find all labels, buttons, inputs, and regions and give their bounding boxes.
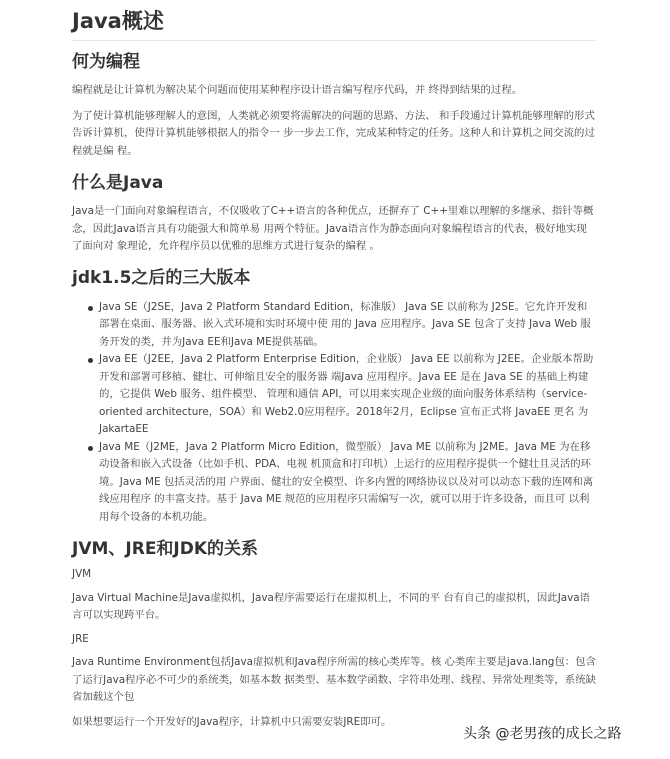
heading-three-editions: jdk1.5之后的三大版本 bbox=[72, 267, 251, 288]
paragraph-jre: Java Runtime Environment包括Java虚拟机和Java程序所需的核心类库等。核 心类库主要是java.lang包：包含了运行Java程序必不可少的系统类，如基本数 据类型、基本数学函数、字符串处理、线程、异常处理类等，系统缺省加载这个包 bbox=[72, 656, 596, 703]
paragraph-programming-definition: 编程就是让计算机为解决某个问题而使用某种程序设计语言编写程序代码，并 终得到结果的过程。 bbox=[72, 84, 523, 96]
paragraph-jre-note: 如果想要运行一个开发好的Java程序，计算机中只需要安装JRE即可。 bbox=[72, 715, 392, 728]
heading-jvm-jre-jdk: JVM、JRE和JDK的关系 bbox=[72, 539, 259, 559]
list-item-java-ee: Java EE（J2EE，Java 2 Platform Enterprise Edition，企业版） Java EE 以前称为 J2EE。企业版本帮助开发和部署可移植、健壮、可伸缩且安全的服务器 端Java 应用程序。Java EE 是在 Java SE 的基础上构建的，它提供 Web 服务、组件模型、 管理和通信 API，可以用来实现企业级的面向服务体系结构（service-oriented architecture，SOA）和 Web2.0应用程序。2018年2月，Eclipse 宣布正式将 JavaEE 更名 为 JakartaEE bbox=[99, 351, 596, 439]
document-body bbox=[72, 0, 596, 731]
paragraph-programming-detail: 为了使计算机能够理解人的意图，人类就必须要将需解决的问题的思路、方法、 和手段通过计算机能够理解的形式告诉计算机，使得计算机能够根据人的指令一 步一步去工作，完成某种特定的任务。这种人和计算机之间交流的过程就是编 程。 bbox=[72, 109, 595, 157]
page-title: Java概述 bbox=[72, 0, 596, 41]
watermark: 头条 @老男孩的成长之路 bbox=[463, 726, 622, 742]
paragraph-java-definition: Java是一门面向对象编程语言，不仅吸收了C++语言的各种优点，还摒弃了 C++里难以理解的多继承、指针等概念，因此Java语言具有功能强大和简单易 用两个特征。Java语言作为静态面向对象编程语言的代表，极好地实现了面向对 象理论，允许程序员以优雅的思维方式进行复杂的编程 。 bbox=[72, 205, 594, 252]
label-jre: JRE bbox=[72, 632, 89, 645]
editions-list bbox=[72, 299, 596, 527]
list-item-java-me: Java ME（J2ME，Java 2 Platform Micro Edition，微型版） Java ME 以前称为 J2ME。Java ME 为在移动设备和嵌入式设备（比如手机、PDA、电视 机顶盒和打印机）上运行的应用程序提供一个健壮且灵活的环境。Java ME 包括灵活的用 户界面、健壮的安全模型、许多内置的网络协议以及对可以动态下载的连网和离线应用程序 的丰富支持。基于 Java ME 规范的应用程序只需编写一次，就可以用于许多设备，而且可 以利用每个设备的本机功能。 bbox=[99, 439, 596, 527]
paragraph-jvm: Java Virtual Machine是Java虚拟机，Java程序需要运行在虚拟机上，不同的平 台有自己的虚拟机，因此Java语言可以实现跨平台。 bbox=[72, 591, 591, 621]
heading-what-is-java: 什么是Java bbox=[72, 173, 164, 193]
heading-what-is-programming: 何为编程 bbox=[72, 52, 140, 72]
label-jvm: JVM bbox=[72, 568, 92, 580]
list-item-java-se: Java SE（J2SE，Java 2 Platform Standard Edition，标准版） Java SE 以前称为 J2SE。它允许开发和部署在桌面、服务器、嵌入式环境和实时环境中使 用的 Java 应用程序。Java SE 包含了支持 Java Web 服务开发的类，并为Java EE和Java ME提供基础。 bbox=[99, 299, 596, 352]
